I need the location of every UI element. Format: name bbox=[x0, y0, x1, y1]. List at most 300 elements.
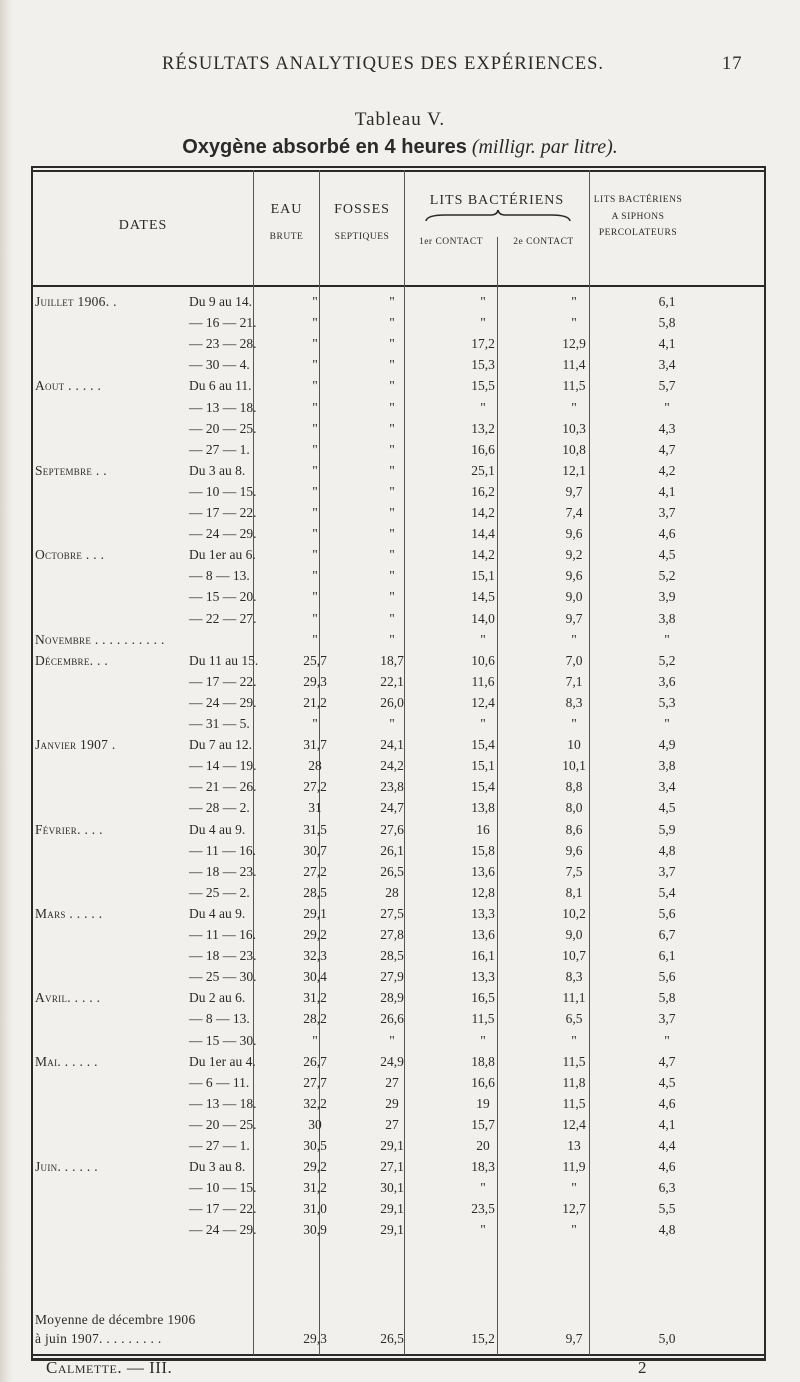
row-period: Du 4 au 9. bbox=[189, 906, 246, 921]
cell-fosses: 26,0 bbox=[380, 695, 404, 710]
cell-lits-contact-1: " bbox=[480, 1033, 486, 1048]
cell-percolateurs: 4,8 bbox=[658, 1222, 676, 1237]
running-title: RÉSULTATS ANALYTIQUES DES EXPÉRIENCES. bbox=[162, 54, 605, 74]
cell-lits-contact-2: 10,3 bbox=[562, 421, 586, 436]
row-period: — 25 — 30. bbox=[189, 969, 257, 984]
row-month: Avril. . . . . bbox=[35, 990, 101, 1005]
cell-lits-contact-2: 12,4 bbox=[562, 1117, 586, 1132]
table-row bbox=[31, 674, 766, 692]
cell-percolateurs: 5,5 bbox=[658, 1201, 676, 1216]
header-fosses-sub: SEPTIQUES bbox=[334, 232, 390, 242]
row-period: — 31 — 5. bbox=[189, 716, 250, 731]
row-period: Du 4 au 9. bbox=[189, 822, 246, 837]
cell-percolateurs: 4,4 bbox=[658, 1138, 676, 1153]
table-row bbox=[31, 421, 766, 439]
cell-percolateurs: 4,6 bbox=[658, 1159, 676, 1174]
page-number: 17 bbox=[722, 54, 743, 74]
cell-percolateurs: 4,6 bbox=[658, 526, 676, 541]
cell-fosses: " bbox=[389, 716, 395, 731]
footer-signature: Calmette. — III. bbox=[46, 1358, 173, 1377]
cell-eau-brute: " bbox=[312, 632, 318, 647]
table-row bbox=[31, 294, 766, 312]
cell-eau-brute: " bbox=[312, 505, 318, 520]
row-period: — 17 — 22. bbox=[189, 1201, 257, 1216]
row-period: — 22 — 27. bbox=[189, 611, 257, 626]
row-period: Du 1er au 4. bbox=[189, 1054, 256, 1069]
cell-lits-contact-1: 16,6 bbox=[471, 442, 495, 457]
row-period: — 17 — 22. bbox=[189, 505, 257, 520]
cell-lits-contact-1: 17,2 bbox=[471, 336, 495, 351]
table-row bbox=[31, 611, 766, 629]
row-period: — 20 — 25. bbox=[189, 1117, 257, 1132]
cell-lits-contact-1: 14,4 bbox=[471, 526, 495, 541]
cell-lits-contact-1: 10,6 bbox=[471, 653, 495, 668]
table-row bbox=[31, 800, 766, 818]
row-month: Septembre . . bbox=[35, 463, 107, 478]
header-lits-contact-2: 2e CONTACT bbox=[513, 237, 574, 247]
cell-lits-contact-2: 12,7 bbox=[562, 1201, 586, 1216]
cell-lits-contact-2: " bbox=[571, 1222, 577, 1237]
cell-percolateurs: 4,1 bbox=[658, 1117, 676, 1132]
cell-lits-contact-1: " bbox=[480, 294, 486, 309]
table-row bbox=[31, 336, 766, 354]
cell-lits-contact-2: " bbox=[571, 315, 577, 330]
cell-eau-brute: 30,7 bbox=[303, 843, 327, 858]
cell-fosses: 24,9 bbox=[380, 1054, 404, 1069]
cell-fosses: 29,1 bbox=[380, 1222, 404, 1237]
row-month: Janvier 1907 . bbox=[35, 737, 116, 752]
cell-lits-contact-1: 13,2 bbox=[471, 421, 495, 436]
cell-eau-brute: 25,7 bbox=[303, 653, 327, 668]
row-period: — 16 — 21. bbox=[189, 315, 257, 330]
cell-lits-contact-2: 9,2 bbox=[565, 547, 583, 562]
cell-fosses: 23,8 bbox=[380, 779, 404, 794]
cell-lits-contact-2: 10,1 bbox=[562, 758, 586, 773]
cell-percolateurs: 5,8 bbox=[658, 990, 676, 1005]
cell-percolateurs: 5,6 bbox=[658, 969, 676, 984]
cell-eau-brute: 30,5 bbox=[303, 1138, 327, 1153]
average-percolateurs: 5,0 bbox=[658, 1331, 676, 1346]
row-period: — 25 — 2. bbox=[189, 885, 250, 900]
row-period: — 28 — 2. bbox=[189, 800, 250, 815]
row-period: — 27 — 1. bbox=[189, 1138, 250, 1153]
row-period: — 10 — 15. bbox=[189, 1180, 257, 1195]
average-label-2: à juin 1907. . . . . . . . . bbox=[35, 1331, 162, 1346]
row-period: — 8 — 13. bbox=[189, 568, 250, 583]
table-caption: Tableau V. bbox=[354, 109, 446, 130]
cell-eau-brute: 27,7 bbox=[303, 1075, 327, 1090]
cell-lits-contact-1: 14,0 bbox=[471, 611, 495, 626]
cell-lits-contact-2: 7,1 bbox=[565, 674, 583, 689]
table-row bbox=[31, 969, 766, 987]
row-month: Juin. . . . . . bbox=[35, 1159, 98, 1174]
cell-fosses: 28,9 bbox=[380, 990, 404, 1005]
average-eau: 29,3 bbox=[303, 1331, 327, 1346]
cell-eau-brute: " bbox=[312, 421, 318, 436]
cell-lits-contact-2: 8,6 bbox=[565, 822, 583, 837]
cell-eau-brute: " bbox=[312, 442, 318, 457]
cell-eau-brute: 28,2 bbox=[303, 1011, 327, 1026]
table-row bbox=[31, 948, 766, 966]
cell-lits-contact-1: 18,3 bbox=[471, 1159, 495, 1174]
cell-lits-contact-2: 8,3 bbox=[565, 969, 583, 984]
table-row bbox=[31, 1075, 766, 1093]
row-period: — 8 — 13. bbox=[189, 1011, 250, 1026]
row-period: Du 9 au 14. bbox=[189, 294, 252, 309]
cell-fosses: 27,1 bbox=[380, 1159, 404, 1174]
cell-eau-brute: " bbox=[312, 611, 318, 626]
cell-lits-contact-1: 16,2 bbox=[471, 484, 495, 499]
cell-lits-contact-2: " bbox=[571, 716, 577, 731]
cell-lits-contact-2: 11,5 bbox=[562, 378, 586, 393]
cell-fosses: 29,1 bbox=[380, 1201, 404, 1216]
cell-lits-contact-1: 16,5 bbox=[471, 990, 495, 1005]
row-period: — 15 — 20. bbox=[189, 589, 257, 604]
average-row-label bbox=[31, 1312, 766, 1330]
cell-lits-contact-1: 16 bbox=[476, 822, 490, 837]
table-row bbox=[31, 1222, 766, 1240]
table-row bbox=[31, 378, 766, 396]
cell-lits-contact-1: 19 bbox=[476, 1096, 490, 1111]
cell-lits-contact-2: 9,7 bbox=[565, 611, 583, 626]
subtitle-bold: Oxygène absorbé en 4 heures bbox=[182, 136, 467, 158]
cell-percolateurs: 3,9 bbox=[658, 589, 676, 604]
cell-eau-brute: 21,2 bbox=[303, 695, 327, 710]
table-row bbox=[31, 1054, 766, 1072]
cell-lits-contact-1: " bbox=[480, 632, 486, 647]
table-bottom-rule bbox=[31, 1354, 766, 1356]
row-month: Aout . . . . . bbox=[35, 378, 102, 393]
table-row bbox=[31, 357, 766, 375]
cell-percolateurs: 5,2 bbox=[658, 568, 676, 583]
cell-eau-brute: 32,3 bbox=[303, 948, 327, 963]
cell-lits-contact-1: 13,6 bbox=[471, 864, 495, 879]
row-period: — 24 — 29. bbox=[189, 526, 257, 541]
cell-lits-contact-2: 9,7 bbox=[565, 484, 583, 499]
cell-lits-contact-2: 12,1 bbox=[562, 463, 586, 478]
cell-lits-contact-2: 11,9 bbox=[562, 1159, 586, 1174]
cell-percolateurs: 3,8 bbox=[658, 758, 676, 773]
cell-lits-contact-2: 11,8 bbox=[562, 1075, 586, 1090]
cell-fosses: " bbox=[389, 611, 395, 626]
cell-fosses: " bbox=[389, 632, 395, 647]
table-row bbox=[31, 1033, 766, 1051]
table-row bbox=[31, 1201, 766, 1219]
average-lits-2: 9,7 bbox=[565, 1331, 583, 1346]
row-period: — 27 — 1. bbox=[189, 442, 250, 457]
table-row bbox=[31, 484, 766, 502]
subtitle-italic: (milligr. par litre). bbox=[471, 136, 618, 158]
cell-eau-brute: " bbox=[312, 484, 318, 499]
cell-percolateurs: 6,3 bbox=[658, 1180, 676, 1195]
cell-eau-brute: " bbox=[312, 526, 318, 541]
row-period: — 18 — 23. bbox=[189, 948, 257, 963]
cell-fosses: " bbox=[389, 463, 395, 478]
row-month: Mai. . . . . . bbox=[35, 1054, 98, 1069]
table-row bbox=[31, 864, 766, 882]
cell-eau-brute: " bbox=[312, 589, 318, 604]
cell-lits-contact-1: 23,5 bbox=[471, 1201, 495, 1216]
cell-eau-brute: 31 bbox=[308, 800, 322, 815]
row-month: Décembre. . . bbox=[35, 653, 109, 668]
cell-fosses: 24,2 bbox=[380, 758, 404, 773]
cell-lits-contact-1: 13,3 bbox=[471, 969, 495, 984]
cell-lits-contact-2: " bbox=[571, 294, 577, 309]
cell-lits-contact-2: 11,5 bbox=[562, 1096, 586, 1111]
cell-percolateurs: 3,7 bbox=[658, 505, 676, 520]
table-row bbox=[31, 1011, 766, 1029]
cell-fosses: 27 bbox=[385, 1075, 399, 1090]
header-dates: DATES bbox=[118, 218, 168, 233]
cell-percolateurs: 6,1 bbox=[658, 948, 676, 963]
cell-fosses: 27 bbox=[385, 1117, 399, 1132]
cell-percolateurs: 4,6 bbox=[658, 1096, 676, 1111]
table-top-rule bbox=[31, 170, 766, 172]
row-period: — 23 — 28. bbox=[189, 336, 257, 351]
row-month: Novembre . . . . . . . . . . bbox=[35, 632, 165, 647]
row-period: — 18 — 23. bbox=[189, 864, 257, 879]
cell-eau-brute: 29,2 bbox=[303, 927, 327, 942]
row-month: Février. . . . bbox=[35, 822, 103, 837]
cell-percolateurs: 3,7 bbox=[658, 864, 676, 879]
cell-fosses: 29,1 bbox=[380, 1138, 404, 1153]
table-row bbox=[31, 632, 766, 650]
table-row bbox=[31, 1117, 766, 1135]
cell-fosses: 28 bbox=[385, 885, 399, 900]
cell-lits-contact-2: 7,0 bbox=[565, 653, 583, 668]
cell-eau-brute: 27,2 bbox=[303, 864, 327, 879]
cell-lits-contact-1: " bbox=[480, 400, 486, 415]
cell-lits-contact-1: 16,6 bbox=[471, 1075, 495, 1090]
cell-lits-contact-2: 12,9 bbox=[562, 336, 586, 351]
table-row bbox=[31, 400, 766, 418]
cell-lits-contact-1: 12,4 bbox=[471, 695, 495, 710]
cell-lits-contact-2: 11,4 bbox=[562, 357, 586, 372]
cell-eau-brute: " bbox=[312, 463, 318, 478]
cell-eau-brute: " bbox=[312, 378, 318, 393]
table-row bbox=[31, 442, 766, 460]
cell-fosses: 26,1 bbox=[380, 843, 404, 858]
table-row bbox=[31, 505, 766, 523]
cell-lits-contact-1: 15,7 bbox=[471, 1117, 495, 1132]
cell-percolateurs: 6,1 bbox=[658, 294, 676, 309]
cell-eau-brute: 28 bbox=[308, 758, 322, 773]
header-eau: EAU bbox=[270, 202, 303, 217]
cell-lits-contact-1: 15,1 bbox=[471, 568, 495, 583]
page-spine-shadow bbox=[0, 0, 14, 1382]
cell-lits-contact-2: 7,4 bbox=[565, 505, 583, 520]
cell-lits-contact-2: 8,3 bbox=[565, 695, 583, 710]
table-row bbox=[31, 885, 766, 903]
row-period: Du 3 au 8. bbox=[189, 1159, 246, 1174]
cell-percolateurs: " bbox=[664, 400, 670, 415]
cell-fosses: " bbox=[389, 378, 395, 393]
row-period: — 17 — 22. bbox=[189, 674, 257, 689]
table-row bbox=[31, 906, 766, 924]
cell-percolateurs: 3,7 bbox=[658, 1011, 676, 1026]
cell-lits-contact-1: 13,6 bbox=[471, 927, 495, 942]
row-period: — 13 — 18. bbox=[189, 400, 257, 415]
cell-fosses: 27,8 bbox=[380, 927, 404, 942]
header-percolateurs: LITS BACTÉRIENS A SIPHONS PERCOLATEURS bbox=[593, 195, 683, 239]
row-period: — 11 — 16. bbox=[189, 927, 256, 942]
cell-percolateurs: 5,3 bbox=[658, 695, 676, 710]
row-month: Juillet 1906. . bbox=[35, 294, 117, 309]
cell-percolateurs: 4,7 bbox=[658, 442, 676, 457]
cell-lits-contact-1: 18,8 bbox=[471, 1054, 495, 1069]
cell-lits-contact-1: 12,8 bbox=[471, 885, 495, 900]
average-fosses: 26,5 bbox=[380, 1331, 404, 1346]
cell-fosses: " bbox=[389, 357, 395, 372]
cell-lits-contact-2: 8,1 bbox=[565, 885, 583, 900]
row-period: — 24 — 29. bbox=[189, 1222, 257, 1237]
cell-lits-contact-2: 9,6 bbox=[565, 843, 583, 858]
table-row bbox=[31, 547, 766, 565]
cell-lits-contact-2: 10,7 bbox=[562, 948, 586, 963]
cell-fosses: 29 bbox=[385, 1096, 399, 1111]
cell-eau-brute: 26,7 bbox=[303, 1054, 327, 1069]
row-period: — 24 — 29. bbox=[189, 695, 257, 710]
cell-eau-brute: 31,2 bbox=[303, 990, 327, 1005]
table-row bbox=[31, 568, 766, 586]
cell-eau-brute: " bbox=[312, 336, 318, 351]
cell-percolateurs: 3,4 bbox=[658, 779, 676, 794]
cell-lits-contact-1: 15,4 bbox=[471, 737, 495, 752]
cell-percolateurs: 6,7 bbox=[658, 927, 676, 942]
cell-percolateurs: 4,1 bbox=[658, 484, 676, 499]
cell-lits-contact-2: 6,5 bbox=[565, 1011, 583, 1026]
cell-eau-brute: " bbox=[312, 294, 318, 309]
cell-fosses: " bbox=[389, 315, 395, 330]
cell-percolateurs: 5,6 bbox=[658, 906, 676, 921]
cell-fosses: 27,9 bbox=[380, 969, 404, 984]
cell-eau-brute: 30,9 bbox=[303, 1222, 327, 1237]
cell-lits-contact-2: " bbox=[571, 632, 577, 647]
header-lits: LITS BACTÉRIENS bbox=[429, 193, 565, 208]
row-period: Du 11 au 15. bbox=[189, 653, 259, 668]
table-row bbox=[31, 737, 766, 755]
cell-fosses: 18,7 bbox=[380, 653, 404, 668]
cell-eau-brute: 30,4 bbox=[303, 969, 327, 984]
row-period: Du 3 au 8. bbox=[189, 463, 246, 478]
table-row bbox=[31, 716, 766, 734]
cell-eau-brute: 31,2 bbox=[303, 1180, 327, 1195]
row-period: — 11 — 16. bbox=[189, 843, 256, 858]
cell-fosses: 22,1 bbox=[380, 674, 404, 689]
cell-fosses: 27,6 bbox=[380, 822, 404, 837]
table-row bbox=[31, 463, 766, 481]
cell-lits-contact-2: 10,8 bbox=[562, 442, 586, 457]
cell-lits-contact-1: 11,5 bbox=[471, 1011, 495, 1026]
average-lits-1: 15,2 bbox=[471, 1331, 495, 1346]
cell-lits-contact-1: 15,5 bbox=[471, 378, 495, 393]
table-row bbox=[31, 1180, 766, 1198]
cell-percolateurs: 4,5 bbox=[658, 1075, 676, 1090]
cell-lits-contact-1: " bbox=[480, 1180, 486, 1195]
header-eau-sub: BRUTE bbox=[269, 232, 304, 242]
cell-lits-contact-2: 9,0 bbox=[565, 927, 583, 942]
table-row bbox=[31, 589, 766, 607]
table-row bbox=[31, 843, 766, 861]
cell-eau-brute: 28,5 bbox=[303, 885, 327, 900]
cell-lits-contact-2: 10 bbox=[567, 737, 581, 752]
cell-lits-contact-1: " bbox=[480, 315, 486, 330]
cell-fosses: 27,5 bbox=[380, 906, 404, 921]
cell-lits-contact-2: 8,8 bbox=[565, 779, 583, 794]
cell-lits-contact-1: 14,5 bbox=[471, 589, 495, 604]
header-brace bbox=[425, 209, 571, 223]
cell-eau-brute: " bbox=[312, 1033, 318, 1048]
table-row bbox=[31, 779, 766, 797]
average-row bbox=[31, 1331, 766, 1349]
header-lits-contact-1: 1er CONTACT bbox=[418, 237, 484, 247]
cell-percolateurs: 4,9 bbox=[658, 737, 676, 752]
row-period: Du 1er au 6. bbox=[189, 547, 256, 562]
cell-fosses: " bbox=[389, 547, 395, 562]
cell-lits-contact-2: 13 bbox=[567, 1138, 581, 1153]
cell-fosses: 24,7 bbox=[380, 800, 404, 815]
cell-percolateurs: 4,3 bbox=[658, 421, 676, 436]
cell-lits-contact-1: 16,1 bbox=[471, 948, 495, 963]
row-period: Du 7 au 12. bbox=[189, 737, 252, 752]
cell-fosses: " bbox=[389, 336, 395, 351]
cell-eau-brute: 30 bbox=[308, 1117, 322, 1132]
row-period: — 30 — 4. bbox=[189, 357, 250, 372]
cell-percolateurs: 5,2 bbox=[658, 653, 676, 668]
cell-eau-brute: " bbox=[312, 547, 318, 562]
cell-eau-brute: 29,1 bbox=[303, 906, 327, 921]
row-period: — 21 — 26. bbox=[189, 779, 257, 794]
cell-fosses: " bbox=[389, 589, 395, 604]
cell-lits-contact-2: " bbox=[571, 400, 577, 415]
cell-lits-contact-2: 11,1 bbox=[562, 990, 586, 1005]
cell-fosses: " bbox=[389, 1033, 395, 1048]
row-period: — 15 — 30. bbox=[189, 1033, 257, 1048]
cell-lits-contact-1: 13,8 bbox=[471, 800, 495, 815]
average-label-1: Moyenne de décembre 1906 bbox=[35, 1312, 196, 1327]
table-subtitle bbox=[0, 136, 800, 159]
cell-fosses: 30,1 bbox=[380, 1180, 404, 1195]
cell-fosses: " bbox=[389, 294, 395, 309]
table-row bbox=[31, 758, 766, 776]
cell-percolateurs: 4,2 bbox=[658, 463, 676, 478]
cell-fosses: " bbox=[389, 505, 395, 520]
row-period: — 10 — 15. bbox=[189, 484, 257, 499]
cell-fosses: 26,6 bbox=[380, 1011, 404, 1026]
table-row bbox=[31, 927, 766, 945]
cell-percolateurs: 3,8 bbox=[658, 611, 676, 626]
cell-lits-contact-1: 11,6 bbox=[471, 674, 495, 689]
table-row bbox=[31, 526, 766, 544]
cell-eau-brute: 31,7 bbox=[303, 737, 327, 752]
cell-percolateurs: 4,8 bbox=[658, 843, 676, 858]
cell-eau-brute: " bbox=[312, 357, 318, 372]
cell-fosses: 24,1 bbox=[380, 737, 404, 752]
cell-eau-brute: " bbox=[312, 400, 318, 415]
row-month: Octobre . . . bbox=[35, 547, 105, 562]
table-row bbox=[31, 990, 766, 1008]
cell-fosses: " bbox=[389, 484, 395, 499]
table-row bbox=[31, 315, 766, 333]
cell-percolateurs: 5,8 bbox=[658, 315, 676, 330]
cell-percolateurs: 4,7 bbox=[658, 1054, 676, 1069]
cell-fosses: 26,5 bbox=[380, 864, 404, 879]
cell-lits-contact-1: 14,2 bbox=[471, 547, 495, 562]
row-month: Mars . . . . . bbox=[35, 906, 103, 921]
cell-percolateurs: 4,5 bbox=[658, 547, 676, 562]
cell-percolateurs: " bbox=[664, 1033, 670, 1048]
cell-lits-contact-2: 7,5 bbox=[565, 864, 583, 879]
